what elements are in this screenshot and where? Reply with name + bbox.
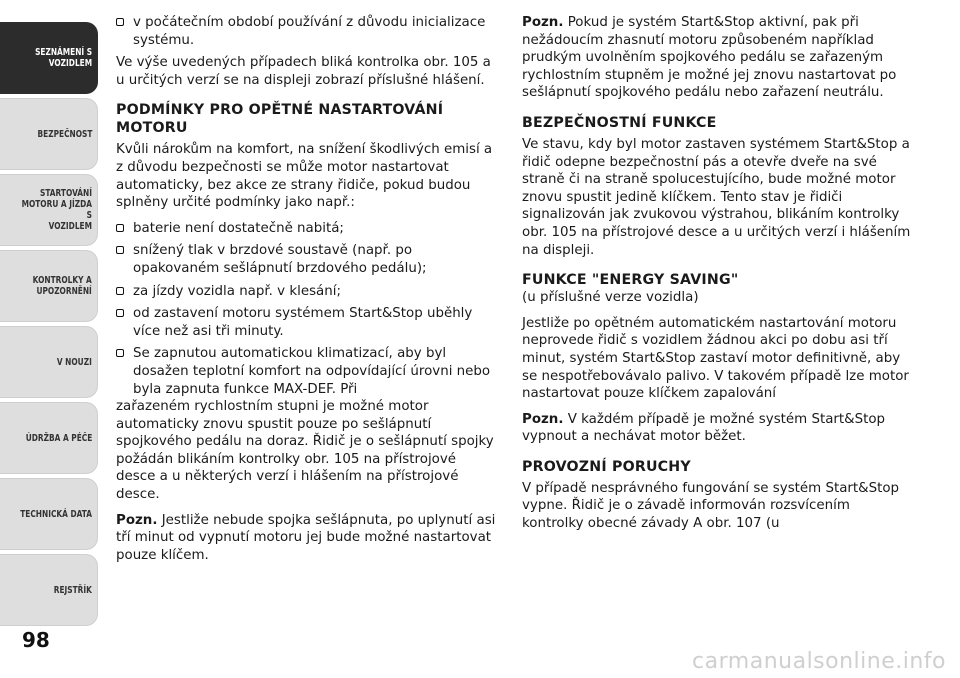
checkbox-bullet-icon xyxy=(116,224,124,232)
paragraph: Jestliže po opětném automatickém nastartování motoru neprovede řidič s vozidlem žádnou akci po dobu asi tří minut, systém Start&Stop zastaví motor definitivně, aby se nespotřebovávalo palivo. V takovém případě lze motor nastartovat pouze klíčkem zapalování xyxy=(522,315,909,402)
tab-udrzba[interactable] xyxy=(0,402,98,474)
note-paragraph xyxy=(522,14,914,102)
tab-rejstrik[interactable] xyxy=(0,554,98,626)
list-item: Se zapnutou automatickou klimatizací, aby byl dosažen teplotní komfort na odpovídající úrovni nebo byla zapnuta funkce MAX-DEF. Při xyxy=(116,345,498,398)
tab-label: TECHNICKÁ DATA xyxy=(20,508,92,520)
list-item: za jízdy vozidla např. v klesání; xyxy=(116,283,498,301)
left-column xyxy=(116,14,498,572)
tab-bezpecnost[interactable] xyxy=(0,98,98,170)
note-paragraph xyxy=(522,411,914,446)
list-item: baterie není dostatečně nabitá; xyxy=(116,220,498,238)
note-paragraph xyxy=(116,512,498,565)
tab-label: REJSTŘÍK xyxy=(53,584,92,596)
section-heading: PODMÍNKY PRO OPĚTNÉ NASTARTOVÁNÍ MOTORU xyxy=(116,102,444,137)
section-subheading: (u příslušné verze vozidla) xyxy=(522,290,699,306)
tab-label: KONTROLKY A UPOZORNĚNÍ xyxy=(32,275,92,297)
paragraph: Ve stavu, kdy byl motor zastaven systémem Start&Stop a řidič odepne bezpečnostní pás a otevře dveře na své straně či na straně spolucestujícího, bude možné motor znovu spustit jedině klíčkem. Tento stav je řidiči signalizován jak zvukovou výstrahou, blikáním kontrolky obr. 105 na přístrojové desce a u určitých verzí i hlášením na displeji. xyxy=(522,136,911,258)
tab-v-nouzi[interactable] xyxy=(0,326,98,398)
note-text: Jestliže nebude spojka sešlápnuta, po uplynutí asi tří minut od vypnutí motoru jej bude možné nastartovat pouze klíčem. xyxy=(116,512,496,563)
tab-seznameni[interactable] xyxy=(0,22,98,94)
tab-label: BEZPEČNOST xyxy=(37,128,92,140)
right-column xyxy=(522,14,914,541)
checkbox-bullet-icon xyxy=(116,309,124,317)
note-text: Pokud je systém Start&Stop aktivní, pak při nežádoucím zhasnutí motoru způsobeném například prudkým uvolněním spojkového pedálu se zařazeným rychlostním stupněm je možné jej znovu nastartovat po sešlápnutí spojkového pedálu nebo zařazení neutrálu. xyxy=(522,15,897,101)
watermark: carmanualsonline.info xyxy=(692,649,946,674)
list-item: od zastavení motoru systémem Start&Stop uběhly více než asi tři minuty. xyxy=(116,305,498,340)
checkbox-bullet-icon xyxy=(116,287,124,295)
note-label: Pozn. xyxy=(522,411,564,427)
list-item: v počátečním období používání z důvodu inicializace systému. xyxy=(116,14,498,49)
checkbox-bullet-icon xyxy=(116,18,124,26)
checkbox-bullet-icon xyxy=(116,349,124,357)
note-label: Pozn. xyxy=(522,15,564,30)
paragraph: Ve výše uvedených případech bliká kontrolka obr. 105 a u určitých verzí se na displeji zobrazí příslušné hlášení. xyxy=(116,55,491,88)
paragraph: zařazeném rychlostním stupni je možné motor automaticky znovu spustit pouze po sešlápnutí spojkového pedálu na doraz. Řidič je o sešlápnutí spojky požádán blikáním kontrolky obr. 105 na přístrojové desce a u některých verzí i hlášením na přístrojové desce. xyxy=(116,399,494,503)
tab-kontrolky[interactable] xyxy=(0,250,98,322)
page-number: 98 xyxy=(22,628,50,652)
tab-startovani[interactable] xyxy=(0,174,98,246)
section-heading: BEZPEČNOSTNÍ FUNKCE xyxy=(522,114,717,131)
section-heading: PROVOZNÍ PORUCHY xyxy=(522,458,691,475)
tab-label: STARTOVÁNÍ MOTORU A JÍZDA S VOZIDLEM xyxy=(21,188,92,232)
note-text: V každém případě je možné systém Start&Stop vypnout a nechávat motor běžet. xyxy=(522,411,886,445)
tab-technicka-data[interactable] xyxy=(0,478,98,550)
tab-label: V NOUZI xyxy=(57,356,92,368)
tab-label: ÚDRŽBA A PÉČE xyxy=(25,432,92,444)
list-item: snížený tlak v brzdové soustavě (např. po opakovaném sešlápnutí brzdového pedálu); xyxy=(116,242,498,277)
checkbox-bullet-icon xyxy=(116,246,124,254)
section-heading: FUNKCE "ENERGY SAVING" xyxy=(522,272,739,289)
tab-label: SEZNÁMENÍ S VOZIDLEM xyxy=(34,47,92,69)
note-label: Pozn. xyxy=(116,512,158,528)
paragraph: Kvůli nárokům na komfort, na snížení škodlivých emisí a z důvodu bezpečnosti se může motor nastartovat automaticky, bez akce ze strany řidiče, pokud budou splněny určité podmínky jako např.: xyxy=(116,142,493,211)
paragraph: V případě nesprávného fungování se systém Start&Stop vypne. Řidič je o závadě informován rozsvícením kontrolky obecné závady A obr. 107 (u xyxy=(522,480,900,532)
